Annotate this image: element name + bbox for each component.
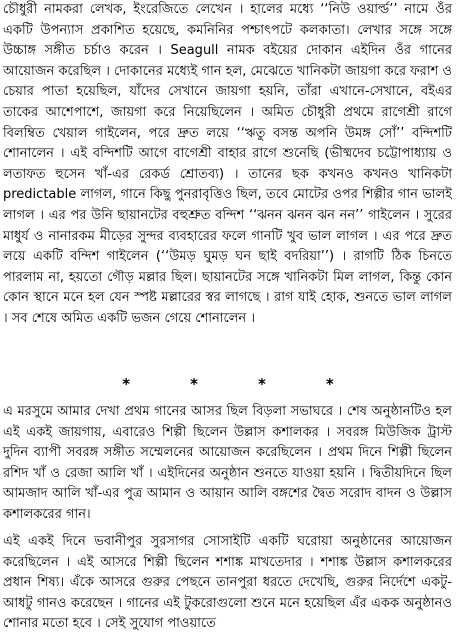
paragraph-sabrang-festival: এ মরসুমে আমার দেখা প্রথম গানের আসর ছিল বিড়লা সভাঘরে । শেষ অনুষ্ঠানটিও হল এই একই জায়গায়, এবারেও শিল্পী ছিলেন উল্লাস কশালকর । সবরঙ্গ মিউজিক ট্রাস্ট দুদিন ব্যাপী সবরঙ্গ সঙ্গীত সম্মেলনের আয়োজন করেছিলেন । প্রথম দিনে শিল্পী ছিলেন রশিদ খাঁ ও রেজা আলি খাঁ । এইদিনের অনুষ্ঠান শুনতে যাওয়া হয়নি । দ্বিতীয়দিনে ছিল আমজাদ আলি খাঁ-এর পুত্র আমান ও আয়ান আলি বঙ্গশের দ্বৈত সরোদ বাদন ও উল্লাস কশালকরের গান। <box>3 404 452 522</box>
paragraph-sursagar-society: এই একই দিনে ভবানীপুর সুরসাগর সোসাইটি একটি ঘরোয়া অনুষ্ঠানের আয়োজন করেছিলেন । এই আসরে শিল্পী ছিলেন শশাঙ্ক মাখতেদার । শশাঙ্ক উল্লাস কশালকরের প্রধান শিষ্য। এঁকে আসরে গুরুর পেছনে তানপুরা ধরতে দেখেছি, গুরুর নির্দেশে একটু-আধটু গানও করেছেন । গানের এই টুকরোগুলো শুনে মনে হয়েছিল এঁর একক অনুষ্ঠানও শোনার মতো হবে । সেই সুযোগ পাওয়াতে <box>3 534 452 632</box>
separator-asterisk: * <box>122 375 131 393</box>
separator-asterisk: * <box>325 375 334 393</box>
separator-asterisk: * <box>190 375 198 393</box>
paragraph-amit-chaudhuri-concert: চৌধুরী নামকরা লেখক, ইংরেজিতে লেখেন । হালের মধ্যে ‘‘নিউ ওয়ার্ল্ড’’ নামে ওঁর একটি উপন্যাস প্রকাশিত হয়েছে, কমনিনির পশ্চাৎপটে কলকাতা। লেখার সঙ্গে সঙ্গে উচ্চাঙ্গ সঙ্গীত চর্চাও করেন । Seagull নামক বইয়ের দোকান এইদিন ওঁর গানের আয়োজন করেছিল । দোকানের মধ্যেই গান হল, মেঝেতে খানিকটা জায়গা করে ফরাশ ও চেয়ার পাতা হয়েছিল, যাঁদের সেখানে জায়গা হয়নি, তাঁরা এখানে-সেখানে, বইএর তাকের আশেপাশে, জায়গা করে নিয়েছিলেন । অমিত চৌধুরী প্রথমে রাগেশ্রী রাগে বিলম্বিত খেয়াল গাইলেন, পরে দ্রুত লয়ে ‘‘ঋতু বসন্ত অপনি উমঙ্গ সোঁ’’ বন্দিশটি শোনালেন । এই বন্দিশটি আগে বাগেশ্রী বাহার রাগে শুনেছি (ভীষ্মদেব চট্টোপাধ্যায় ও লতাফত হুসেন খাঁ-এর রেকর্ড শ্রোতব্য) । তানের ছক কখনও কখনও খানিকটা predictable লাগল, গানে কিছু পুনরাবৃত্তিও ছিল, তবে মোটের ওপর শিল্পীর গান ভালই লাগল । এর পর উনি ছায়ানটের বহুশ্রুত বন্দিশ ‘‘ঝনন ঝনন ঝন নন’’ গাইলেন । সুরের মাধুর্য ও নানারকম মীড়ের সুন্দর ব্যবহারের ফলে গানটি খুব ভাল লাগল । এর পরে দ্রুত লয়ে একটি বন্দিশ গাইলেন (‘‘উমড় ঘুমড় ঘন ছাই বদরিয়া’’) । রাগটি ঠিক চিনতে পারলাম না, হয়তো গৌড় মল্লার ছিল। ছায়ানটের সঙ্গে খানিকটা মিল লাগল, কিন্তু কোন কোন স্থানে মনে হল যেন স্পষ্ট মল্লারের স্বর লাগছে । রাগ যাই হোক, শুনতে ভাল লাগল । সব শেষে অমিত একটি ভজন গেয়ে শোনালেন । <box>3 2 452 326</box>
separator-asterisk: * <box>258 375 266 393</box>
section-separator <box>0 376 456 392</box>
